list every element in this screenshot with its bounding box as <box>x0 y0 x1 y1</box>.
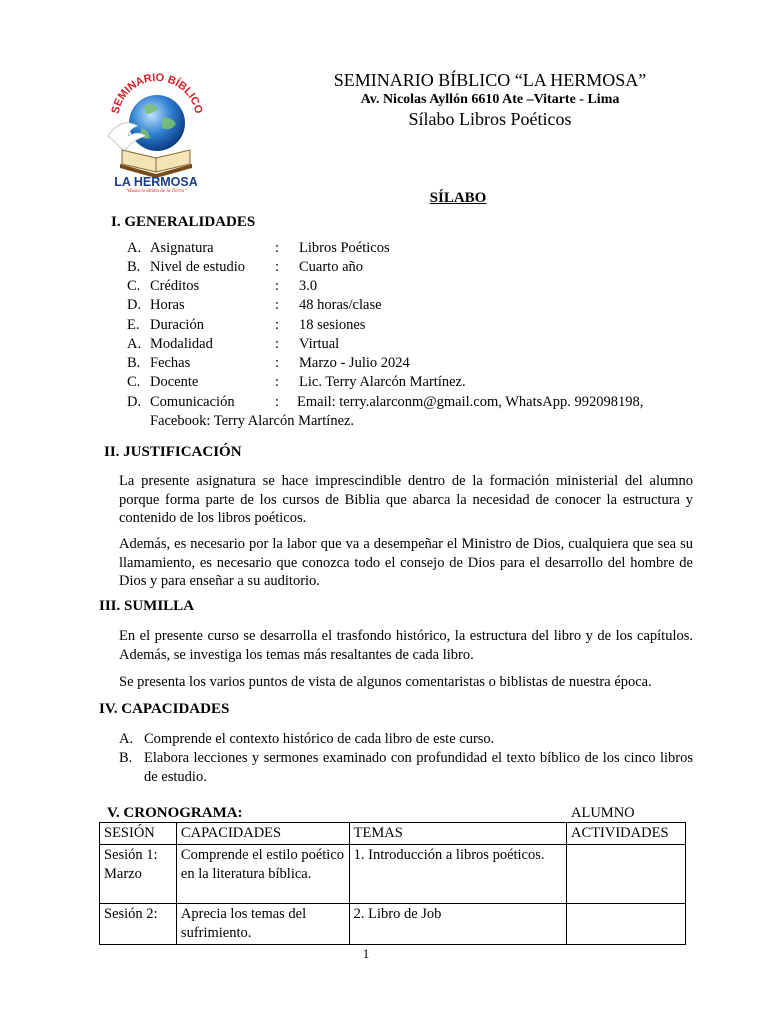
section-heading-sumilla: III. SUMILLA <box>99 598 195 614</box>
seminary-logo <box>104 68 208 192</box>
paragraph: La presente asignatura se hace imprescindible dentro de la formación ministerial del alumno porque forma parte de los cursos de Biblia que abarca la necesidad de conocer la estructura y contenido de los libros poéticos. <box>119 473 693 526</box>
logo-arc-text: SEMINARIO BÍBLICO <box>109 71 205 115</box>
course-title: Sílabo Libros Poéticos <box>408 109 572 129</box>
table-row <box>100 845 686 904</box>
section-heading-generalidades: I. GENERALIDADES <box>111 214 256 230</box>
info-letter: A. <box>127 336 142 352</box>
info-letter: D. <box>127 394 142 410</box>
table-cell: Sesión 2: <box>100 904 177 945</box>
capacity-text: Comprende el contexto histórico de cada libro de este curso. <box>144 731 495 747</box>
info-label: Asignatura <box>150 240 214 256</box>
table-cell: 2. Libro de Job <box>349 904 566 945</box>
table-cell <box>567 845 686 904</box>
info-colon: : <box>275 317 280 333</box>
schedule-table <box>99 822 686 945</box>
capacity-letter: B. <box>119 750 133 766</box>
info-value: Virtual <box>299 336 340 352</box>
section-heading-justificacion: II. JUSTIFICACIÓN <box>104 444 242 460</box>
info-value: Libros Poéticos <box>299 240 390 256</box>
info-value: Cuarto año <box>299 259 364 275</box>
page-number: 1 <box>362 946 370 961</box>
info-value: 48 horas/clase <box>299 297 382 313</box>
info-label: Docente <box>150 374 199 390</box>
paragraph: En el presente curso se desarrolla el trasfondo histórico, la estructura del libro y de los capítulos. Además, se investiga los temas más resaltantes de cada libro. <box>119 628 693 663</box>
capacity-item <box>119 730 693 749</box>
info-colon: : <box>275 278 280 294</box>
info-label: Comunicación <box>150 394 235 410</box>
document-title: SÍLABO <box>429 190 487 206</box>
info-value: 3.0 <box>299 278 318 294</box>
info-label: Nivel de estudio <box>150 259 246 275</box>
info-label: Horas <box>150 297 185 313</box>
capacity-item <box>119 749 693 786</box>
table-cell: Comprende el estilo poético en la literatura bíblica. <box>176 845 349 904</box>
info-colon: : <box>275 259 280 275</box>
logo-name: LA HERMOSA <box>114 175 198 189</box>
section-heading-capacidades: IV. CAPACIDADES <box>99 701 230 717</box>
column-header: TEMAS <box>349 823 566 845</box>
info-letter: D. <box>127 297 142 313</box>
info-label: Duración <box>150 317 204 333</box>
column-header: ACTIVIDADES <box>567 823 686 845</box>
info-value: Email: terry.alarconm@gmail.com, WhatsApp. 992098198, <box>297 394 644 410</box>
info-value: Lic. Terry Alarcón Martínez. <box>299 374 466 390</box>
info-value: 18 sesiones <box>299 317 366 333</box>
institution-title: SEMINARIO BÍBLICO “LA HERMOSA” <box>333 70 647 90</box>
info-colon: : <box>275 394 280 410</box>
info-letter: C. <box>127 374 141 390</box>
info-continuation: Facebook: Terry Alarcón Martínez. <box>150 413 355 429</box>
table-cell: 1. Introducción a libros poéticos. <box>349 845 566 904</box>
capacity-text: Elabora lecciones y sermones examinado con profundidad el texto bíblico de los cinco libros de estudio. <box>144 750 693 785</box>
table-header-row <box>100 823 686 845</box>
info-letter: B. <box>127 355 141 371</box>
info-letter: E. <box>127 317 140 333</box>
info-letter: C. <box>127 278 141 294</box>
info-label: Créditos <box>150 278 200 294</box>
logo-motto: “Hasta lo último de la Tierra” <box>125 189 187 192</box>
info-letter: B. <box>127 259 141 275</box>
paragraph: Se presenta los varios puntos de vista de algunos comentaristas o biblistas de nuestra época. <box>119 674 652 690</box>
alumno-label: ALUMNO <box>571 805 635 821</box>
info-label: Modalidad <box>150 336 213 352</box>
info-value: Marzo - Julio 2024 <box>299 355 410 371</box>
info-colon: : <box>275 336 280 352</box>
table-row <box>100 904 686 945</box>
paragraph: Además, es necesario por la labor que va a desempeñar el Ministro de Dios, cualquiera que sea su llamamiento, es necesario que conozca todo el consejo de Dios para el desarrollo del hombre de Dios y para enseñar a su auditorio. <box>119 536 693 589</box>
info-colon: : <box>275 355 280 371</box>
info-letter: A. <box>127 240 142 256</box>
table-cell <box>567 904 686 945</box>
section-heading-cronograma: V. CRONOGRAMA: <box>107 805 243 821</box>
column-header: SESIÓN <box>100 823 177 845</box>
institution-address: Av. Nicolas Ayllón 6610 Ate –Vitarte - Lima <box>360 92 620 107</box>
info-colon: : <box>275 374 280 390</box>
info-label: Fechas <box>150 355 191 371</box>
table-cell: Sesión 1: Marzo <box>100 845 177 904</box>
capacity-letter: A. <box>119 731 134 747</box>
info-colon: : <box>275 297 280 313</box>
table-cell: Aprecia los temas del sufrimiento. <box>176 904 349 945</box>
column-header: CAPACIDADES <box>176 823 349 845</box>
info-colon: : <box>275 240 280 256</box>
